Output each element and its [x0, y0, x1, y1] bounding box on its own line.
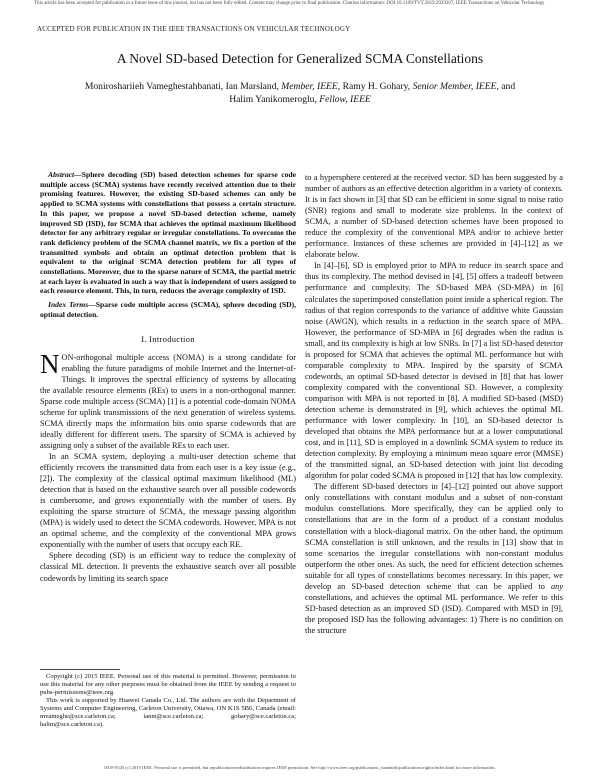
- index-terms-text: —Sparse code multiple access (SCMA), sphere decoding (SD), optimal detection.: [40, 300, 297, 319]
- right-paragraph-1: to a hypersphere centered at the received vector. SD has been suggested by a number of authors as an effective detection algorithm in a variety of contexts. It is in fact shown in [3] that SD can be efficient in some signal to noise ratio (SNR) regions and small to moderate size problems. In the context of SCMA, a number of SD-based detection schemes have been proposed to reduce the complexity of the conventional MPA and/or to achieve better performance. Instances of these schemes are provided in [4]–[12] as we elaborate below.: [305, 173, 563, 260]
- abstract: [40, 170, 296, 296]
- footnote-affiliation: This work is supported by Huawei Canada Co., Ltd. The authors are with the Department of Systems and Computer Engineering, Carleton University, Ottawa, ON K1S 5B6, Canada (email: mvameghe@sce.carleton.ca; ianm@sce.carleton.ca; gohary@sce.carleton.ca; halim@sce.carleton.ca).: [40, 697, 296, 728]
- index-terms: [40, 300, 296, 319]
- intro-paragraph-3: Sphere decoding (SD) is an efficient way to reduce the complexity of classical ML detection. It prevents the exhaustive search over all possible codewords by limiting its search space: [40, 551, 296, 583]
- paper-title: A Novel SD-based Detection for Generalized SCMA Constellations: [116, 51, 484, 66]
- authors: [40, 80, 560, 106]
- top-notice: This article has been accepted for publication in a future issue of this journal, but has not been fully edited. Content may change prior to final publication. Citation information: DOI 10.1109/TVT.2019.2929207, IEEE Transactions on Vehicular Technology: [34, 1, 545, 6]
- abstract-text: —Sphere decoding (SD) based detection schemes for sparse code multiple access (SCMA) systems have recently received attention due to their promising features. However, the existing SD-based schemes can only be applied to SCMA systems with constellations that possess a certain structure. In this paper, we propose a novel SD-based detection scheme, namely improved SD (ISD), for SCMA that achieves the optimal maximum likelihood detector for any arbitrary regular or irregular constellations. To overcome the rank deficiency problem of the SCMA channel matrix, we fix a portion of the transmitted symbols and obtain an optimal detection problem that is equivalent to the original SCMA detection problem for all types of constellations. Moreover, due to the sparse nature of SCMA, the partial metric at each layer is evaluated in such a way that is independent of users assigned to each resource element. This, in turn, reduces the average complexity of ISD.: [40, 170, 296, 296]
- footnotes: [40, 669, 296, 729]
- index-terms-label: Index Terms: [48, 300, 89, 310]
- right-paragraph-3b: constellations, and achieves the optimal ML performance. We refer to this SD-based detection as an improved SD (ISD). Compared with MSD in [9], the proposed ISD has the following advantages: 1) There is no condition on the structure: [305, 592, 563, 635]
- footnote-copyright: Copyright (c) 2015 IEEE. Personal use of this material is permitted. However, permission to use this material for any other purposes must be obtained from the IEEE by sending a request to pubs-permissions@ieee.org.: [40, 673, 296, 696]
- journal-header: ACCEPTED FOR PUBLICATION IN THE IEEE TRANSACTIONS ON VEHICULAR TECHNOLOGY: [37, 25, 351, 33]
- authors-line-1: Moniroshariieh Vameghestahbanati, Ian Marsland, Member, IEEE, Ramy H. Gohary, Senior Member, IEEE, and: [84, 81, 516, 92]
- authors-line-2: Halim Yanikomeroglu, Fellow, IEEE: [229, 94, 371, 105]
- footnote-rule: [40, 669, 120, 670]
- right-column: [305, 172, 563, 636]
- intro-paragraph-2: In an SCMA system, deploying a multi-user detection scheme that efficiently recovers the transmitted data from each user is a key issue (e.g., [2]). The complexity of the classical optimal maximum likelihood (ML) detection that is based on the exhaustive search over all possible codewords is cumbersome, and grows exponentially with the number of users. By exploiting the sparse structure of SCMA, the message passing algorithm (MPA) is widely used to detect the SCMA codewords. However, MPA is not an optimal scheme, and the complexity of the conventional MPA grows exponentially with the number of users that occupy each RE.: [40, 452, 296, 550]
- intro-paragraph-1: [40, 348, 296, 451]
- bottom-notice: 0018-9545 (c) 2019 IEEE. Personal use is permitted, but republication/redistribution requires IEEE permission. See http://www.ieee.org/publications_standards/publications/rights/index.html for more information.: [104, 765, 496, 770]
- left-column: [40, 170, 296, 584]
- dropcap: N: [40, 348, 60, 379]
- emphasis-any: any: [551, 581, 563, 591]
- abstract-label: Abstract: [48, 170, 75, 179]
- intro-paragraph-1-text: ON-orthogonal multiple access (NOMA) is a strong candidate for enabling the future paradigms of mobile Internet and the Internet-of-Things. It improves the spectral efficiency of systems by allocating the available resource elements (REs) to users in a non-orthogonal manner. Sparse code multiple access (SCMA) [1] is a potential code-domain NOMA scheme for uplink transmissions of the next generation of wireless systems. SCMA directly maps the information bits onto sparse codewords that are ideally different for different users. The sparsity of SCMA is achieved by assigning only a subset of the available REs to each user.: [40, 352, 296, 450]
- right-paragraph-3: [305, 481, 563, 636]
- section-heading: I. Introduction: [141, 333, 195, 344]
- right-paragraph-3a: The different SD-based detectors in [4]–[12] pointed out above support only constellations with constant modulus and a subset of non-constant modulus constellations. More specifically, they can be applied only to constellations that are in the form of a product of a constant modulus constellation with a block-diagonal matrix. On the other hand, the optimum SCMA constellation is still unknown, and the results in [13] show that in some scenarios the irregular constellations with non-constant modulus outperform the other ones. As such, the need for efficient detection schemes suitable for all types of constellations becomes necessary. In this paper, we develop an SD-based detection scheme that can be applied to: [305, 482, 563, 591]
- right-paragraph-2: In [4]–[6], SD is employed prior to MPA to reduce its search space and thus its complexity. The method devised in [4], [5] offers a tradeoff between performance and complexity. The SD-based MPA (SD-MPA) in [6] calculates the superimposed constellation point inside a spherical region. The radius of that region corresponds to the variance of additive white Gaussian noise (AWGN), which results in a reduction in the search space of MPA. However, the performance of SD-MPA in [6] degrades when the radius is small, and its complexity is high at low SNRs. In [7] a list SD-based detector is proposed for SCMA that achieves the optimal ML performance but with comparable complexity to MPA. Inspired by the sparsity of SCMA codewords, an optimal SD-based detector is devised in [8] that has lower complexity compared with the conventional SD. However, a complexity comparison with MPA is not reported in [8]. A modified SD-based (MSD) detection scheme is demonstrated in [9], which achieves the optimal ML performance with lower complexity. In [10], an SD-based detector is developed that obtains the MPA performance but at a lower computational cost, and in [11], SD is employed in a downlink SCMA system to reduce its detection complexity. By employing a minimum mean square error (MMSE) of the transmitted signal, an SD-based detection with joint list decoding algorithm for polar coded SCMA is proposed in [12] that has low complexity.: [305, 261, 563, 481]
